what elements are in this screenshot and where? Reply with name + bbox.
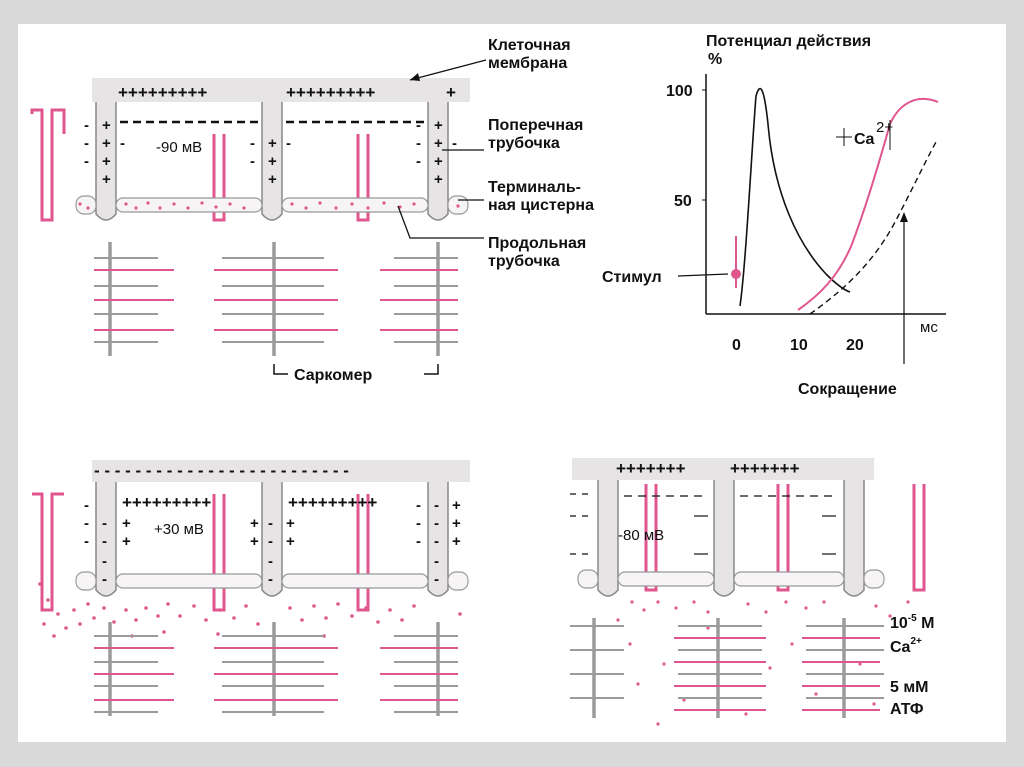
svg-text:-: -: [268, 515, 273, 532]
x-tick-label-0: 0: [732, 337, 741, 354]
svg-text:+: +: [286, 533, 295, 550]
panel-repolarized: [570, 458, 934, 726]
svg-text:+: +: [452, 533, 461, 550]
t-tubule-label-1: Поперечная: [488, 117, 584, 134]
svg-text:-: -: [416, 117, 421, 134]
x-tick-label-20: 20: [846, 337, 864, 354]
panel-depolarized: [32, 460, 470, 716]
thin-filaments: [94, 270, 458, 330]
svg-text:-: -: [434, 533, 439, 550]
ca-concentration-value: $10^{-5}$ М: [890, 613, 935, 632]
svg-text:+: +: [268, 153, 277, 170]
svg-text:-: -: [84, 497, 89, 514]
svg-text:-: -: [84, 153, 89, 170]
svg-text:-: -: [434, 515, 439, 532]
svg-text:-: -: [268, 571, 273, 588]
svg-text:-: -: [250, 153, 255, 170]
svg-text:-: -: [102, 515, 107, 532]
myofibrils: [94, 242, 458, 356]
repolarized-voltage: -80 мВ: [618, 527, 665, 544]
svg-text:-: -: [416, 497, 421, 514]
stimulus-dot: [731, 269, 741, 279]
chart-title: Потенциал действия: [706, 33, 872, 50]
svg-text:-: -: [434, 571, 439, 588]
membrane-charge-repolarized-a: +++++++: [616, 459, 686, 478]
chart-y-unit: %: [708, 51, 723, 68]
svg-text:+: +: [434, 171, 443, 188]
svg-text:+: +: [102, 171, 111, 188]
svg-text:+: +: [434, 135, 443, 152]
svg-text:-: -: [268, 533, 273, 550]
svg-text:+: +: [122, 533, 131, 550]
atp-concentration-value: 5 мМ: [890, 679, 929, 696]
svg-text:+: +: [102, 153, 111, 170]
tubule-charge-depolarized-b: +++++++++: [288, 493, 378, 512]
ca-label: Ca: [854, 131, 875, 148]
svg-text:-: -: [434, 553, 439, 570]
svg-text:+: +: [102, 117, 111, 134]
membrane-charge-b: +++++++++: [286, 83, 376, 102]
svg-text:-: -: [416, 153, 421, 170]
membrane-charge-a: +++++++++: [118, 83, 208, 102]
membrane-charge-c: +: [446, 83, 456, 102]
svg-text:-: -: [102, 553, 107, 570]
thin-filaments-depolarized: [94, 648, 458, 700]
muscle-excitation-diagram: [18, 24, 1006, 742]
ca-label-sup: 2+: [876, 119, 894, 136]
svg-text:-: -: [84, 533, 89, 550]
svg-text:+: +: [452, 497, 461, 514]
svg-text:-: -: [416, 515, 421, 532]
y-tick-label-100: 100: [666, 83, 693, 100]
panel-resting: [32, 37, 594, 384]
t-tubule-label-2: трубочка: [488, 135, 560, 152]
svg-text:-: -: [268, 553, 273, 570]
svg-text:-: -: [84, 117, 89, 134]
contraction-curve: [810, 142, 936, 314]
membrane-charge-depolarized: - - - - - - - - - - - - - - - - - - - - - - - - -: [94, 461, 349, 480]
svg-text:-: -: [120, 135, 125, 152]
longitudinal-tubule-label-1: Продольная: [488, 235, 587, 252]
sarcolemma-outline-bottom: [32, 494, 64, 610]
ca-concentration-label: $Ca^{2+}$: [890, 636, 922, 656]
svg-text:+: +: [250, 533, 259, 550]
action-potential-curve: [740, 89, 850, 306]
svg-text:+: +: [268, 135, 277, 152]
membrane-charge-repolarized-b: +++++++: [730, 459, 800, 478]
sarcolemma-outline: [32, 110, 64, 220]
svg-text:-: -: [434, 497, 439, 514]
longitudinal-tubule-label-2: трубочка: [488, 253, 560, 270]
action-potential-chart: [602, 33, 946, 398]
svg-text:-: -: [102, 533, 107, 550]
tubule-charge-depolarized-a: +++++++++: [122, 493, 212, 512]
svg-text:-: -: [286, 135, 291, 152]
myofibrils-depolarized: [94, 622, 458, 716]
terminal-cistern-label-2: ная цистерна: [488, 197, 594, 214]
svg-text:+: +: [122, 515, 131, 532]
svg-text:+: +: [434, 117, 443, 134]
y-tick-label-50: 50: [674, 193, 692, 210]
myofibrils-repolarized: [570, 618, 884, 718]
x-tick-label-10: 10: [790, 337, 808, 354]
svg-text:-: -: [84, 135, 89, 152]
svg-text:+: +: [102, 135, 111, 152]
svg-text:+: +: [286, 515, 295, 532]
z-lines-repolarized: [594, 618, 844, 718]
svg-text:-: -: [416, 135, 421, 152]
resting-voltage: -90 мВ: [156, 139, 203, 156]
terminal-cistern-label-1: Терминаль-: [488, 179, 581, 196]
svg-text:-: -: [452, 135, 457, 152]
x-unit-label: мс: [920, 319, 938, 336]
stimulus-arrow: [678, 274, 728, 276]
contraction-arrowhead: [900, 212, 908, 222]
cell-membrane-label-1: Клеточная: [488, 37, 571, 54]
cell-membrane-arrowhead: [410, 73, 420, 81]
svg-text:+: +: [268, 171, 277, 188]
stimulus-label: Стимул: [602, 269, 662, 286]
svg-text:+: +: [452, 515, 461, 532]
atp-concentration-label: АТФ: [890, 701, 924, 718]
svg-text:-: -: [84, 515, 89, 532]
svg-text:+: +: [250, 515, 259, 532]
depolarized-voltage: +30 мВ: [154, 521, 204, 538]
sarcomere-label: Саркомер: [294, 367, 373, 384]
cell-membrane-label-2: мембрана: [488, 55, 568, 72]
svg-text:-: -: [250, 135, 255, 152]
cell-membrane-arrow: [410, 60, 486, 80]
slide: [18, 24, 1006, 742]
svg-text:+: +: [434, 153, 443, 170]
svg-text:-: -: [416, 533, 421, 550]
contraction-label: Сокращение: [798, 381, 897, 398]
svg-text:-: -: [102, 571, 107, 588]
